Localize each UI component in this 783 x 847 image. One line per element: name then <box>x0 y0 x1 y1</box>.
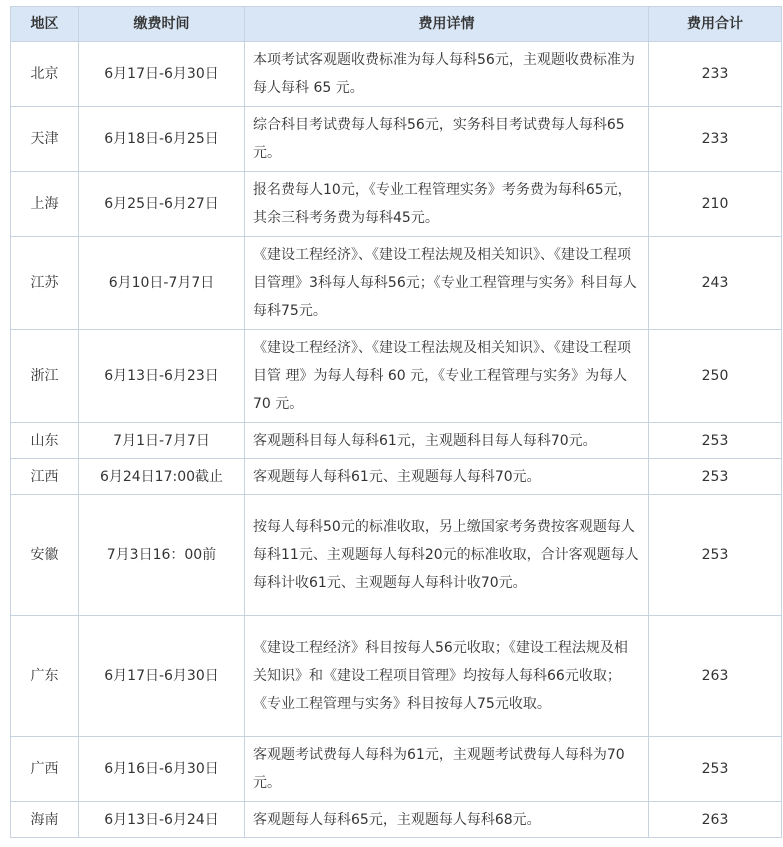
total-cell: 253 <box>649 495 782 616</box>
detail-cell: 《建设工程经济》科目按每人56元收取；《建设工程法规及相关知识》和《建设工程项目管理》均按每人每科66元收取；《专业工程管理与实务》科目按每人75元收取。 <box>245 616 649 737</box>
time-cell: 6月16日-6月30日 <box>79 737 245 802</box>
detail-cell: 本项考试客观题收费标准为每人每科56元，主观题收费标准为每人每科 65 元。 <box>245 42 649 107</box>
header-row <box>11 7 782 42</box>
region-cell: 浙江 <box>11 330 79 423</box>
table-row <box>11 802 782 838</box>
detail-cell: 客观题考试费每人每科为61元，主观题考试费每人每科为70元。 <box>245 737 649 802</box>
table-row <box>11 459 782 495</box>
table-row <box>11 495 782 616</box>
detail-cell: 客观题每人每科65元，主观题每人每科68元。 <box>245 802 649 838</box>
table-row <box>11 172 782 237</box>
detail-cell: 《建设工程经济》、《建设工程法规及相关知识》、《建设工程项目管 理》为每人每科 60 元，《专业工程管理与实务》为每人 70 元。 <box>245 330 649 423</box>
total-cell: 250 <box>649 330 782 423</box>
region-cell: 天津 <box>11 107 79 172</box>
table-body <box>11 42 782 838</box>
table-row <box>11 237 782 330</box>
detail-cell: 客观题每人每科61元、主观题每人每科70元。 <box>245 459 649 495</box>
total-cell: 253 <box>649 737 782 802</box>
region-cell: 江西 <box>11 459 79 495</box>
time-cell: 6月13日-6月24日 <box>79 802 245 838</box>
total-cell: 233 <box>649 42 782 107</box>
region-cell: 海南 <box>11 802 79 838</box>
header-region: 地区 <box>11 7 79 42</box>
total-cell: 253 <box>649 459 782 495</box>
time-cell: 6月24日17:00截止 <box>79 459 245 495</box>
total-cell: 253 <box>649 423 782 459</box>
fee-table <box>10 6 782 838</box>
header-time: 缴费时间 <box>79 7 245 42</box>
time-cell: 6月17日-6月30日 <box>79 616 245 737</box>
time-cell: 6月10日-7月7日 <box>79 237 245 330</box>
header-detail: 费用详情 <box>245 7 649 42</box>
region-cell: 江苏 <box>11 237 79 330</box>
time-cell: 6月13日-6月23日 <box>79 330 245 423</box>
table-row <box>11 330 782 423</box>
table-row <box>11 616 782 737</box>
time-cell: 6月25日-6月27日 <box>79 172 245 237</box>
detail-cell: 《建设工程经济》、《建设工程法规及相关知识》、《建设工程项目管理》3科每人每科56元；《专业工程管理与实务》科目每人每科75元。 <box>245 237 649 330</box>
time-cell: 6月18日-6月25日 <box>79 107 245 172</box>
time-cell: 7月1日-7月7日 <box>79 423 245 459</box>
total-cell: 243 <box>649 237 782 330</box>
table-row <box>11 423 782 459</box>
detail-cell: 客观题科目每人每科61元，主观题科目每人每科70元。 <box>245 423 649 459</box>
total-cell: 210 <box>649 172 782 237</box>
table-row <box>11 42 782 107</box>
header-total: 费用合计 <box>649 7 782 42</box>
total-cell: 263 <box>649 802 782 838</box>
region-cell: 安徽 <box>11 495 79 616</box>
detail-cell: 综合科目考试费每人每科56元，实务科目考试费每人每科65元。 <box>245 107 649 172</box>
table-row <box>11 737 782 802</box>
total-cell: 233 <box>649 107 782 172</box>
time-cell: 6月17日-6月30日 <box>79 42 245 107</box>
table-row <box>11 107 782 172</box>
region-cell: 北京 <box>11 42 79 107</box>
region-cell: 上海 <box>11 172 79 237</box>
detail-cell: 按每人每科50元的标准收取，另上缴国家考务费按客观题每人每科11元、主观题每人每科20元的标准收取，合计客观题每人每科计收61元、主观题每人每科计收70元。 <box>245 495 649 616</box>
region-cell: 山东 <box>11 423 79 459</box>
detail-cell: 报名费每人10元，《专业工程管理实务》考务费为每科65元，其余三科考务费为每科45元。 <box>245 172 649 237</box>
total-cell: 263 <box>649 616 782 737</box>
region-cell: 广东 <box>11 616 79 737</box>
time-cell: 7月3日16：00前 <box>79 495 245 616</box>
region-cell: 广西 <box>11 737 79 802</box>
